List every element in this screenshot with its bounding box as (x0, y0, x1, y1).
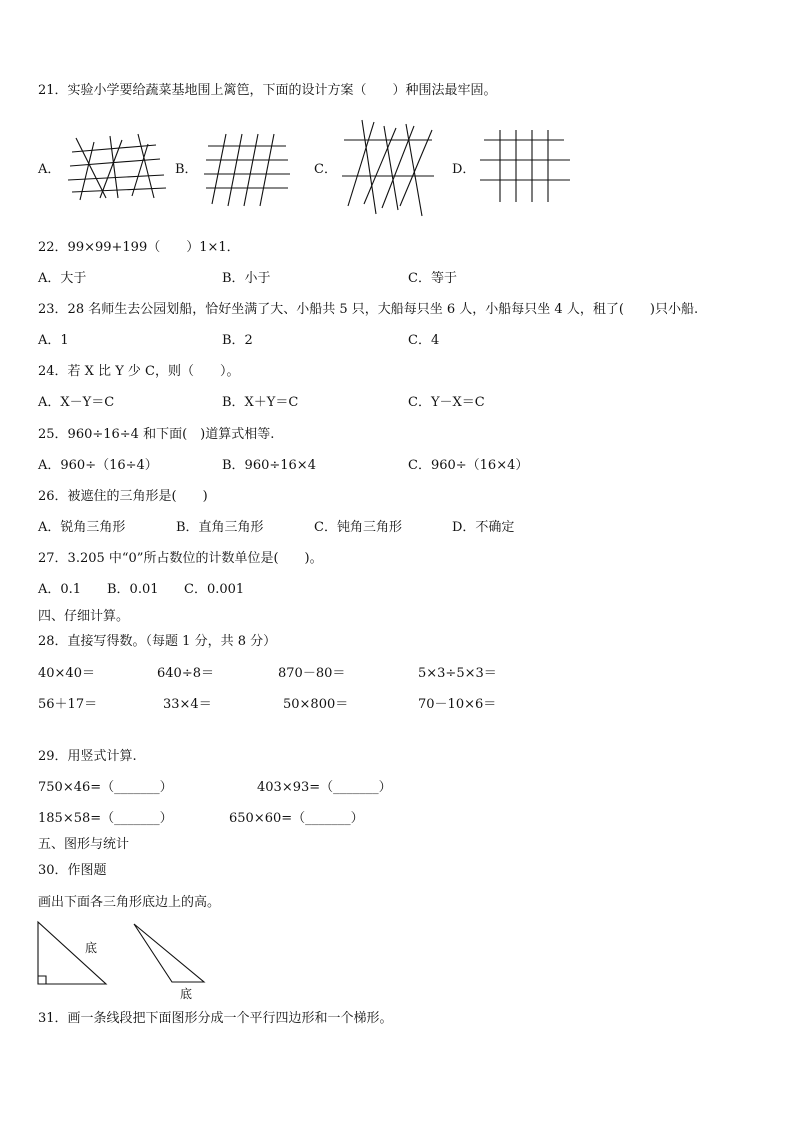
q27-option-a: A．0.1 (38, 582, 82, 597)
q25-option-c: C．960÷（16×4） (408, 458, 529, 473)
q30-base-label-1: 底 (85, 941, 98, 955)
q27-option-c: C．0.001 (184, 582, 245, 597)
q21-option-d-label: D． (452, 162, 476, 177)
q28-row2-item2: 33×4＝ (163, 697, 212, 712)
q21-fence-d-figure (480, 126, 580, 206)
q21-fence-b-figure (204, 130, 294, 210)
q29-item2: 403×93=（_______） (257, 780, 392, 795)
q27-option-b: B．0.01 (107, 582, 159, 597)
q22-option-c: C．等于 (408, 271, 457, 286)
q28-row1-item3: 870－80＝ (278, 666, 346, 681)
q23-stem: 23．28 名师生去公园划船，恰好坐满了大、小船共 5 只，大船每只坐 6 人，小船每只坐 4 人，租了( )只小船. (38, 302, 699, 317)
q23-option-c: C．4 (408, 333, 440, 348)
q26-option-b: B．直角三角形 (176, 520, 264, 535)
q28-row1-item2: 640÷8＝ (157, 666, 214, 681)
q22-option-b: B．小于 (222, 271, 271, 286)
q28-row1-item1: 40×40＝ (38, 666, 95, 681)
q30-right-triangle-figure (36, 920, 108, 986)
q31-stem: 31．画一条线段把下面图形分成一个平行四边形和一个梯形。 (38, 1011, 393, 1026)
q23-option-a: A．1 (38, 333, 69, 348)
q28-stem: 28．直接写得数。（每题 1 分，共 8 分） (38, 634, 277, 649)
q30-base-label-2: 底 (180, 987, 193, 1001)
q28-row2-item4: 70－10×6＝ (418, 697, 497, 712)
q29-item3: 185×58=（_______） (38, 811, 173, 826)
section-5-title: 五、图形与统计 (38, 837, 130, 852)
q26-option-c: C．钝角三角形 (314, 520, 402, 535)
q21-option-b-label: B． (175, 162, 198, 177)
q25-option-a: A．960÷（16÷4） (38, 458, 158, 473)
q21-option-a-label: A． (38, 162, 61, 177)
q24-option-a: A．X－Y＝C (38, 395, 115, 410)
q21-stem: 21．实验小学要给蔬菜基地围上篱笆，下面的设计方案（ ）种围法最牢固。 (38, 83, 497, 98)
q28-row2-item1: 56＋17＝ (38, 697, 98, 712)
q28-row1-item4: 5×3÷5×3＝ (418, 666, 497, 681)
q29-item1: 750×46=（_______） (38, 780, 173, 795)
q22-stem: 22．99×99+199（ ）1×1． (38, 240, 240, 255)
q22-option-a: A．大于 (38, 271, 87, 286)
q23-option-b: B．2 (222, 333, 253, 348)
q25-stem: 25．960÷16÷4 和下面( )道算式相等. (38, 427, 275, 442)
section-4-title: 四、仔细计算。 (38, 609, 130, 624)
q26-option-a: A．锐角三角形 (38, 520, 126, 535)
q28-row2-item3: 50×800＝ (283, 697, 349, 712)
q25-option-b: B．960÷16×4 (222, 458, 316, 473)
q27-stem: 27．3.205 中“0”所占数位的计数单位是( )。 (38, 551, 323, 566)
q21-option-c-label: C． (314, 162, 337, 177)
q26-option-d: D．不确定 (452, 520, 515, 535)
q30-obtuse-triangle-figure (132, 922, 206, 984)
q21-fence-c-figure (340, 118, 440, 218)
q30-instruction: 画出下面各三角形底边上的高。 (38, 895, 221, 910)
q24-option-c: C．Y－X＝C (408, 395, 485, 410)
q29-item4: 650×60=（_______） (229, 811, 364, 826)
q26-stem: 26．被遮住的三角形是( ) (38, 489, 208, 504)
q24-stem: 24．若 X 比 Y 少 C，则（ ）。 (38, 364, 240, 379)
q24-option-b: B．X＋Y＝C (222, 395, 299, 410)
q30-stem: 30．作图题 (38, 863, 107, 878)
q21-fence-a-figure (66, 130, 176, 210)
q29-stem: 29．用竖式计算. (38, 749, 137, 764)
